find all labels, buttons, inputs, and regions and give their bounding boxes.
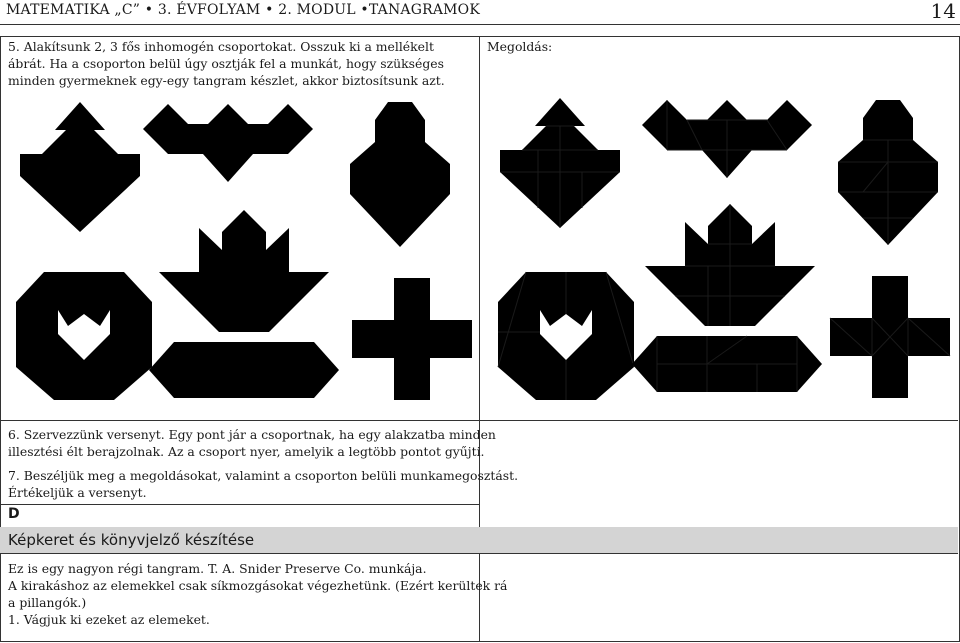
task6-line2: illesztési élt berajzolnak. Az a csoport nyer, amelyik a legtöbb pontot gyűjti. xyxy=(8,444,485,459)
task7-line1: 7. Beszéljük meg a megoldásokat, valamint a csoporton belüli munkamegosztást. xyxy=(8,468,519,483)
task6-line1: 6. Szervezzünk versenyt. Egy pont jár a csoportnak, ha egy alakzatba minden xyxy=(8,427,496,442)
section-title: Képkeret és könyvjelző készítése xyxy=(8,531,255,549)
tangram-shape-bar xyxy=(149,342,339,398)
solution-shape-bird xyxy=(642,100,812,178)
tangram-shape-arrow xyxy=(159,210,329,332)
solution-label: Megoldás: xyxy=(487,39,553,54)
solution-shape-cross xyxy=(830,276,950,398)
bottom-line4: 1. Vágjuk ki ezeket az elemeket. xyxy=(8,612,210,627)
bottom-line2: A kirakáshoz az elemekkel csak síkmozgásokat végezhetünk. (Ezért kerültek rá xyxy=(8,578,508,593)
page-number: 14 xyxy=(930,0,956,23)
task5-text: 5. Alakítsunk 2, 3 fős inhomogén csoportokat. Osszuk ki a mellékelt ábrát. Ha a csoporton belül úgy osztják fel a munkát, hogy szükséges minden gyermeknek egy-egy tangram készlet, akkor biztosítsunk azt. xyxy=(8,39,445,88)
section-letter: D xyxy=(8,506,20,522)
solution-shape-tree xyxy=(500,98,620,228)
tangram-shape-cross xyxy=(352,278,472,400)
solution-shape-arrow xyxy=(645,204,815,326)
bottom-line3: a pillangók.) xyxy=(8,595,87,610)
header-title: MATEMATIKA „C” • 3. ÉVFOLYAM • 2. MODUL •TANAGRAMOK xyxy=(6,2,481,18)
tangram-shape-bird xyxy=(143,104,313,182)
bottom-line1: Ez is egy nagyon régi tangram. T. A. Snider Preserve Co. munkája. xyxy=(8,561,427,576)
task7-line2: Értékeljük a versenyt. xyxy=(8,485,147,500)
tangram-shape-tower xyxy=(350,102,450,247)
solution-shape-bar xyxy=(632,336,822,392)
tangram-shape-shield xyxy=(16,272,152,400)
solution-shape-shield xyxy=(498,272,634,400)
solution-shape-tower xyxy=(838,100,938,245)
tangram-shape-tree xyxy=(20,102,140,232)
